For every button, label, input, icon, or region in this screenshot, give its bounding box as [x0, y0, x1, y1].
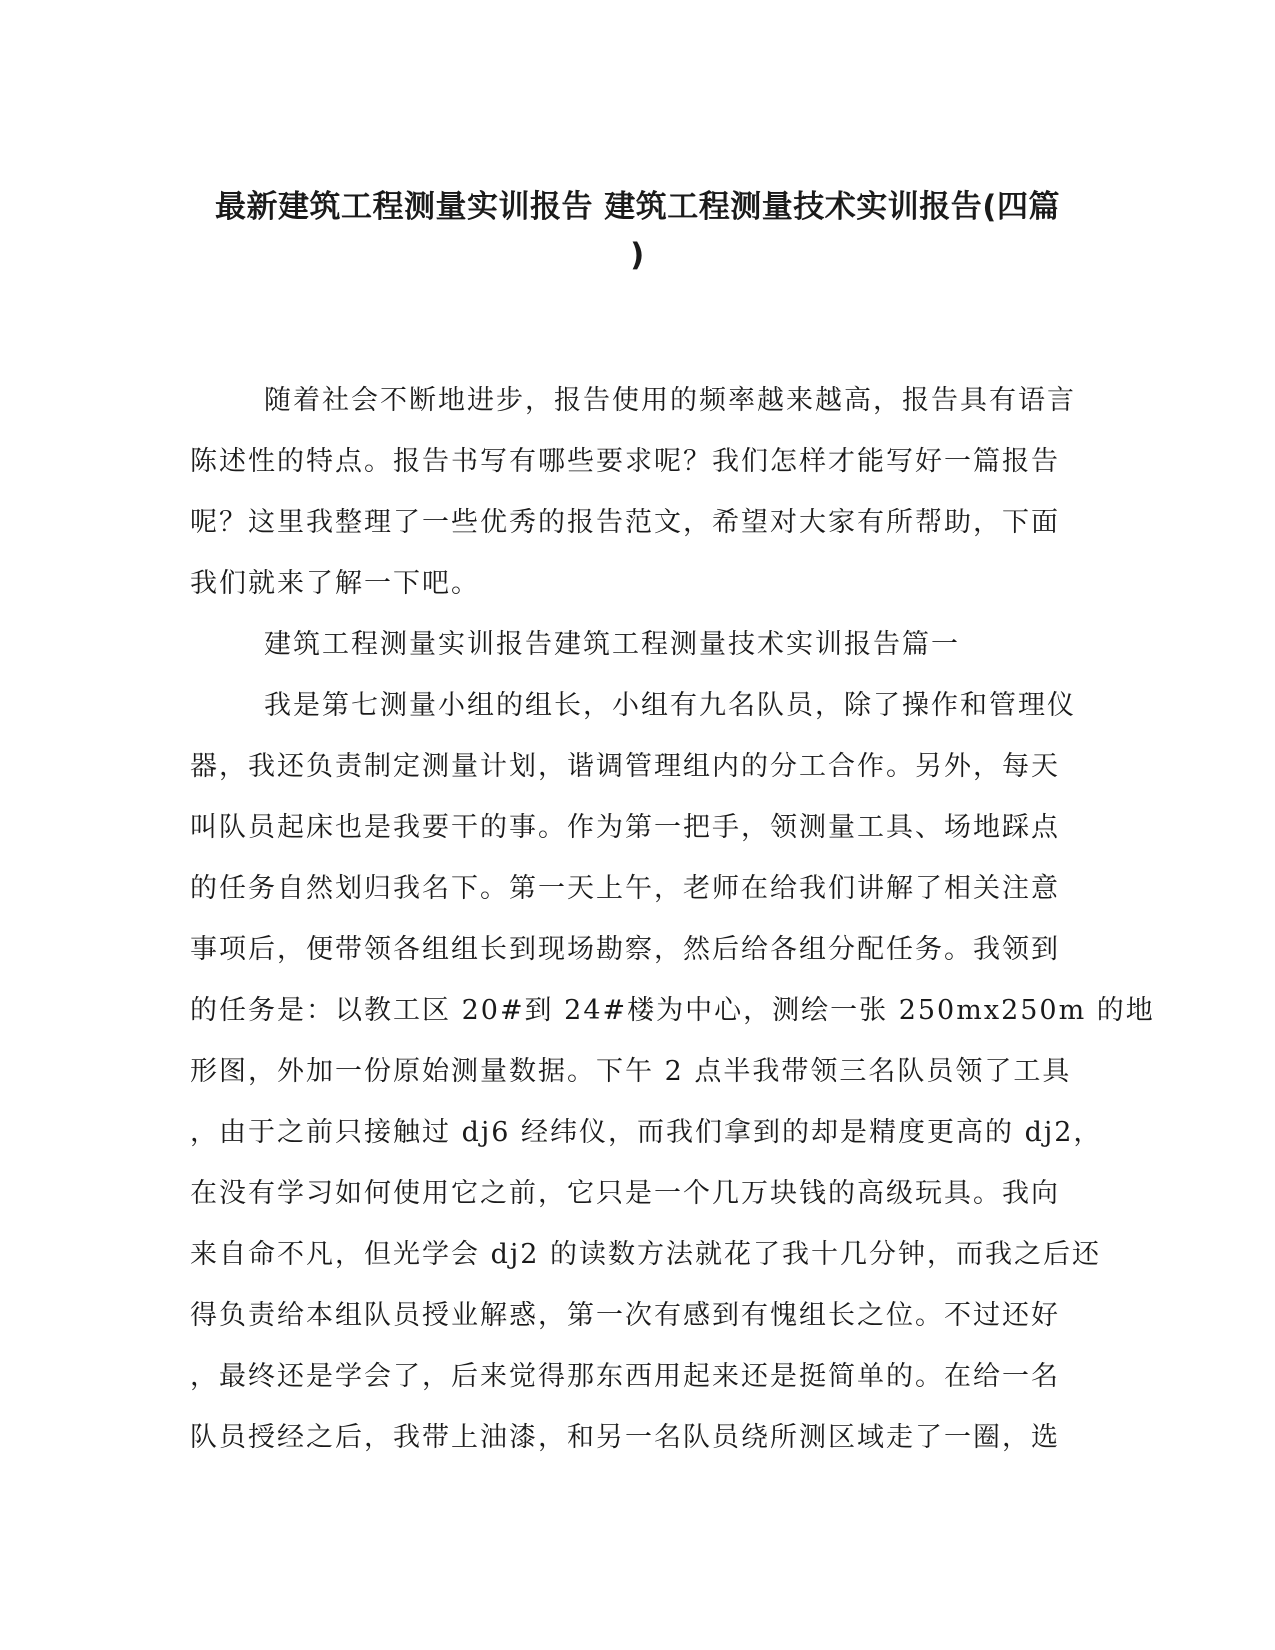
- document-title: [170, 183, 1105, 279]
- paragraph-line: ，由于之前只接触过 dj6 经纬仪，而我们拿到的却是精度更高的 dj2，: [190, 1117, 1103, 1148]
- paragraph-line: 来自命不凡，但光学会 dj2 的读数方法就花了我十几分钟，而我之后还: [190, 1239, 1101, 1270]
- paragraph-line: 叫队员起床也是我要干的事。作为第一把手，领测量工具、场地踩点: [190, 812, 1060, 843]
- intro-paragraph: [190, 370, 1090, 614]
- body-paragraph: [190, 675, 1155, 1468]
- paragraph-line: 随着社会不断地进步，报告使用的频率越来越高，报告具有语言: [264, 385, 1076, 416]
- paragraph-line: ，最终还是学会了，后来觉得那东西用起来还是挺简单的。在给一名: [190, 1361, 1060, 1392]
- paragraph-line: 得负责给本组队员授业解惑，第一次有感到有愧组长之位。不过还好: [190, 1300, 1060, 1331]
- paragraph-line: 器，我还负责制定测量计划，谐调管理组内的分工合作。另外，每天: [190, 751, 1060, 782]
- paragraph-line: 呢？这里我整理了一些优秀的报告范文，希望对大家有所帮助，下面: [190, 507, 1060, 538]
- document-body: [190, 370, 1155, 1468]
- title-line-1: 最新建筑工程测量实训报告 建筑工程测量技术实训报告(四篇: [215, 189, 1060, 225]
- paragraph-line: 队员授经之后，我带上油漆，和另一名队员绕所测区域走了一圈，选: [190, 1422, 1060, 1453]
- paragraph-line: 的任务是：以教工区 20#到 24#楼为中心，测绘一张 250mx250m 的地: [190, 995, 1155, 1026]
- paragraph-line: 事项后，便带领各组组长到现场勘察，然后给各组分配任务。我领到: [190, 934, 1060, 965]
- paragraph-line: 在没有学习如何使用它之前，它只是一个几万块钱的高级玩具。我向: [190, 1178, 1060, 1209]
- paragraph-line: 的任务自然划归我名下。第一天上午，老师在给我们讲解了相关注意: [190, 873, 1060, 904]
- title-line-2: ): [630, 237, 645, 273]
- paragraph-line: 陈述性的特点。报告书写有哪些要求呢？我们怎样才能写好一篇报告: [190, 446, 1060, 477]
- paragraph-line: 我是第七测量小组的组长，小组有九名队员，除了操作和管理仪: [264, 690, 1076, 721]
- section-heading: 建筑工程测量实训报告建筑工程测量技术实训报告篇一: [264, 629, 960, 660]
- paragraph-line: 我们就来了解一下吧。: [190, 568, 480, 599]
- paragraph-line: 形图，外加一份原始测量数据。下午 2 点半我带领三名队员领了工具: [190, 1056, 1072, 1087]
